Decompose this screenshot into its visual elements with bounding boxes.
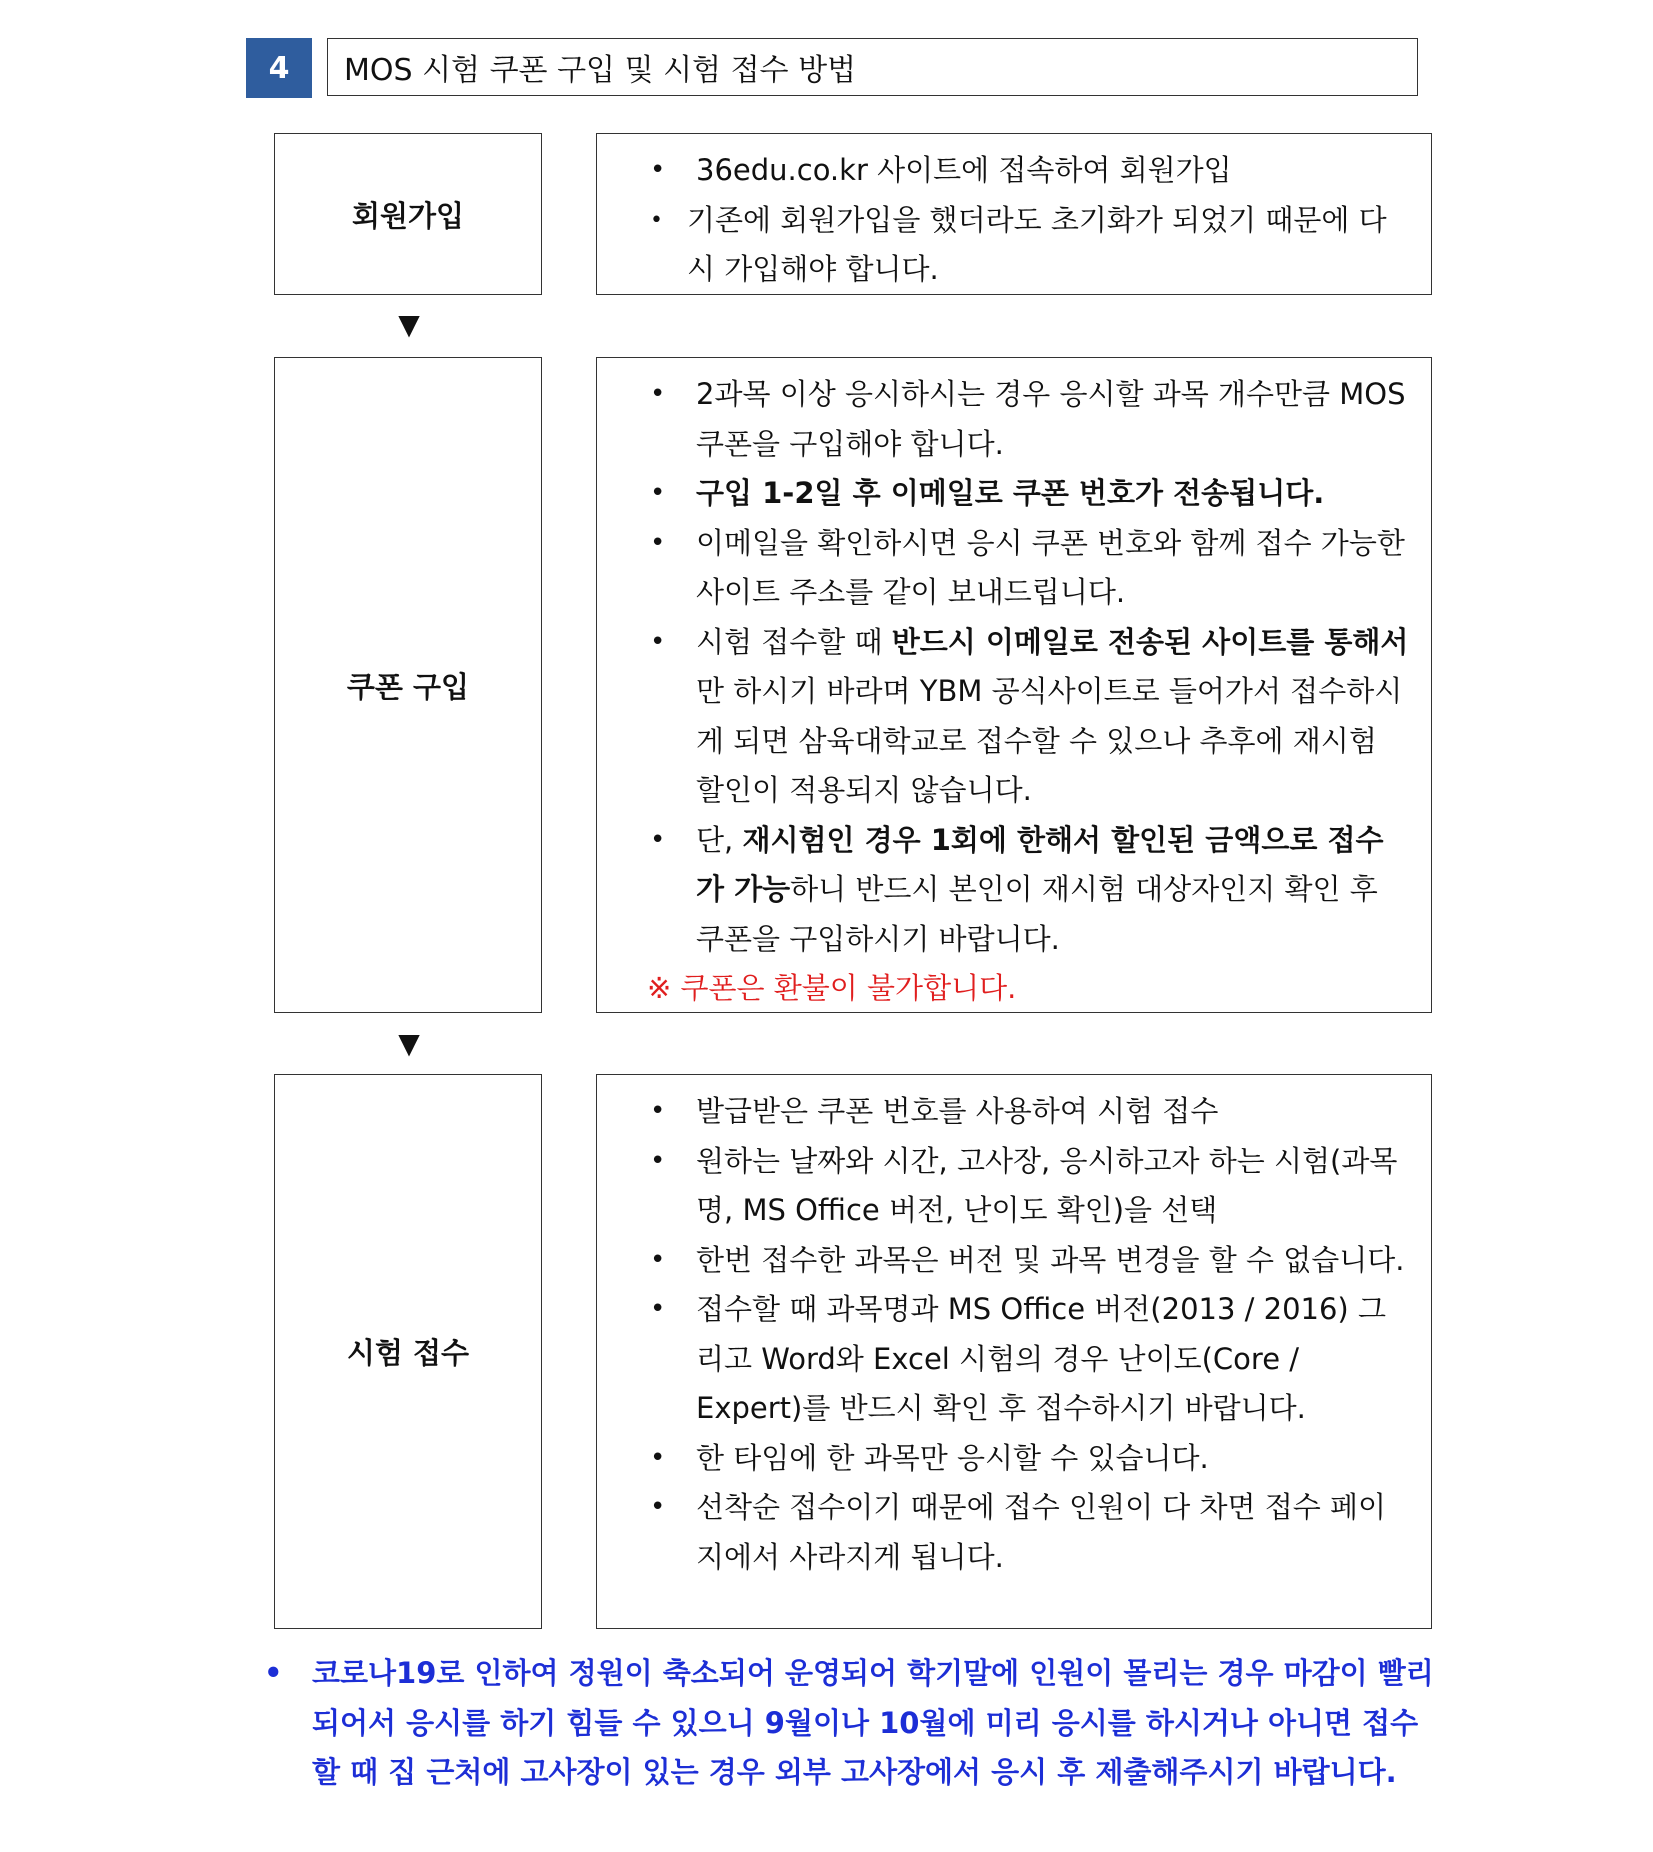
step-label-registration: 시험 접수	[274, 1074, 542, 1629]
list-item: • 이메일을 확인하시면 응시 쿠폰 번호와 함께 접수 가능한 사이트 주소를 같이 보내드립니다.	[597, 519, 1431, 618]
list-item: • 접수할 때 과목명과 MS Office 버전(2013 / 2016) 그리고 Word와 Excel 시험의 경우 난이도(Core / Expert)를 반드시 확인 후 접수하시기 바랍니다.	[597, 1285, 1431, 1434]
bullet-icon: •	[650, 1294, 666, 1324]
down-arrow-icon: ▼	[398, 308, 420, 341]
list-item: • 한 타임에 한 과목만 응시할 수 있습니다.	[597, 1434, 1431, 1484]
step-desc-coupon	[596, 357, 1432, 1013]
list-item: • 선착순 접수이기 때문에 접수 인원이 다 차면 접수 페이지에서 사라지게 됩니다.	[597, 1483, 1431, 1582]
list-item: • 2과목 이상 응시하시는 경우 응시할 과목 개수만큼 MOS쿠폰을 구입해야 합니다.	[597, 370, 1431, 469]
step-label-coupon: 쿠폰 구입	[274, 357, 542, 1013]
list-item: • 원하는 날짜와 시간, 고사장, 응시하고자 하는 시험(과목명, MS Office 버전, 난이도 확인)을 선택	[597, 1137, 1431, 1236]
step-label-signup: 회원가입	[274, 133, 542, 295]
bullet-icon: •	[264, 1656, 283, 1690]
bullet-icon: •	[650, 824, 666, 855]
bullet-icon: •	[650, 1442, 666, 1473]
step-desc-signup	[596, 133, 1432, 295]
list-item: • 시험 접수할 때 반드시 이메일로 전송된 사이트를 통해서만 하시기 바라며 YBM 공식사이트로 들어가서 접수하시게 되면 삼육대학교로 접수할 수 있으나 추후에 재시험 할인이 적용되지 않습니다.	[597, 618, 1431, 816]
bullet-icon: •	[650, 527, 666, 558]
list-item: • 발급받은 쿠폰 번호를 사용하여 시험 접수	[597, 1087, 1431, 1137]
list-item: • 기존에 회원가입을 했더라도 초기화가 되었기 때문에 다시 가입해야 합니다.	[597, 196, 1431, 295]
bullet-icon: •	[650, 1145, 666, 1176]
list-item: • 구입 1-2일 후 이메일로 쿠폰 번호가 전송됩니다.	[597, 469, 1431, 519]
bullet-icon: •	[650, 478, 666, 508]
bullet-icon: •	[650, 1244, 666, 1275]
bullet-icon: •	[650, 626, 666, 657]
bullet-icon: •	[650, 155, 666, 185]
section-title: MOS 시험 쿠폰 구입 및 시험 접수 방법	[327, 38, 1418, 96]
list-item: • 36edu.co.kr 사이트에 접속하여 회원가입	[597, 146, 1431, 196]
section-number: 4	[246, 38, 312, 98]
bullet-icon: •	[650, 207, 663, 233]
refund-warning: ※ 쿠폰은 환불이 불가합니다.	[647, 971, 1017, 1005]
list-item: • 한번 접수한 과목은 버전 및 과목 변경을 할 수 없습니다.	[597, 1236, 1431, 1286]
bullet-icon: •	[650, 1096, 666, 1126]
covid-notice	[264, 1649, 1444, 1798]
step-desc-registration	[596, 1074, 1432, 1629]
bullet-icon: •	[650, 379, 666, 409]
down-arrow-icon: ▼	[398, 1027, 420, 1060]
covid-notice-text: 코로나19로 인하여 정원이 축소되어 운영되어 학기말에 인원이 몰리는 경우 마감이 빨리 되어서 응시를 하기 힘들 수 있으니 9월이나 10월에 미리 응시를 하시거나 아니면 접수할 때 집 근처에 고사장이 있는 경우 외부 고사장에서 응시 후 제출해주시기 바랍니다.	[312, 1656, 1434, 1789]
bullet-icon: •	[650, 1492, 666, 1522]
list-item: • 단, 재시험인 경우 1회에 한해서 할인된 금액으로 접수가 가능하니 반드시 본인이 재시험 대상자인지 확인 후 쿠폰을 구입하시기 바랍니다.	[597, 816, 1431, 965]
